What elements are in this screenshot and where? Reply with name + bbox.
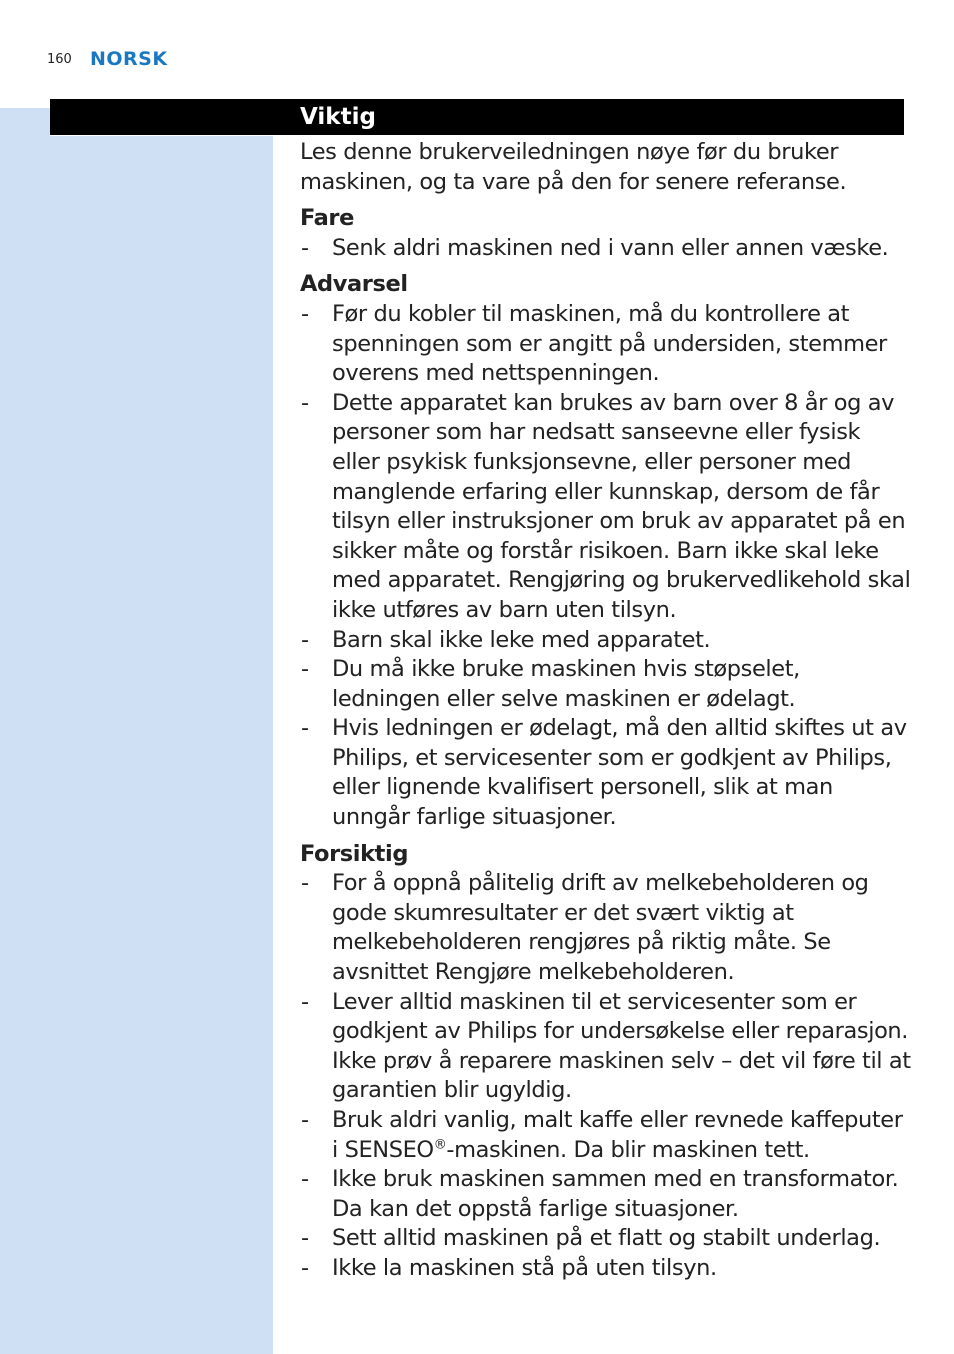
language-heading: NORSK	[90, 48, 168, 70]
page-number: 160	[47, 52, 72, 67]
section-forsiktig	[300, 840, 912, 1284]
section-advarsel	[300, 270, 912, 832]
list-item: - Ikke la maskinen stå på uten tilsyn.	[300, 1254, 912, 1284]
list-item: - Sett alltid maskinen på et flatt og stabilt underlag.	[300, 1224, 912, 1254]
sidebar-panel	[0, 108, 273, 1354]
list-item: - Senk aldri maskinen ned i vann eller annen væske.	[300, 234, 912, 264]
list-item: - Ikke bruk maskinen sammen med en transformator. Da kan det oppstå farlige situasjoner.	[300, 1165, 912, 1224]
list-item: - For å oppnå pålitelig drift av melkebeholderen og gode skumresultater er det svært viktig at melkebeholderen rengjøres på riktig måte. Se avsnittet Rengjøre melkebeholderen.	[300, 869, 912, 987]
list-item: - Før du kobler til maskinen, må du kontrollere at spenningen som er angitt på undersiden, stemmer overens med nettspenningen.	[300, 300, 912, 389]
section-heading: Advarsel	[300, 271, 408, 298]
section-bar	[50, 99, 904, 135]
section-fare	[300, 204, 912, 263]
intro-text: Les denne brukerveiledningen nøye før du bruker maskinen, og ta vare på den for senere referanse.	[300, 139, 847, 195]
list-item: - Lever alltid maskinen til et servicesenter som er godkjent av Philips for undersøkelse eller reparasjon. Ikke prøv å reparere maskinen selv – det vil føre til at garantien blir ugyldig.	[300, 988, 912, 1106]
list-item: - Hvis ledningen er ødelagt, må den alltid skiftes ut av Philips, et servicesenter som er godkjent av Philips, eller lignende kvalifisert personell, slik at man unngår farlige situasjoner.	[300, 714, 912, 832]
list-item: - Barn skal ikke leke med apparatet.	[300, 626, 912, 656]
section-title: Viktig	[300, 104, 376, 130]
list-item: - Dette apparatet kan brukes av barn over 8 år og av personer som har nedsatt sanseevne eller fysisk eller psykisk funksjonsevne, eller personer med manglende erfaring eller kunnskap, dersom de får tilsyn eller instruksjoner om bruk av apparatet på en sikker måte og forstår risikoen. Barn ikke skal leke med apparatet. Rengjøring og brukervedlikehold skal ikke utføres av barn uten tilsyn.	[300, 389, 912, 626]
list-item: - Bruk aldri vanlig, malt kaffe eller revnede kaffeputer i SENSEO®-maskinen. Da blir maskinen tett.	[300, 1106, 912, 1165]
main-content	[300, 138, 912, 1291]
section-heading: Forsiktig	[300, 840, 409, 867]
section-heading: Fare	[300, 205, 354, 232]
list-item: - Du må ikke bruke maskinen hvis støpselet, ledningen eller selve maskinen er ødelagt.	[300, 655, 912, 714]
